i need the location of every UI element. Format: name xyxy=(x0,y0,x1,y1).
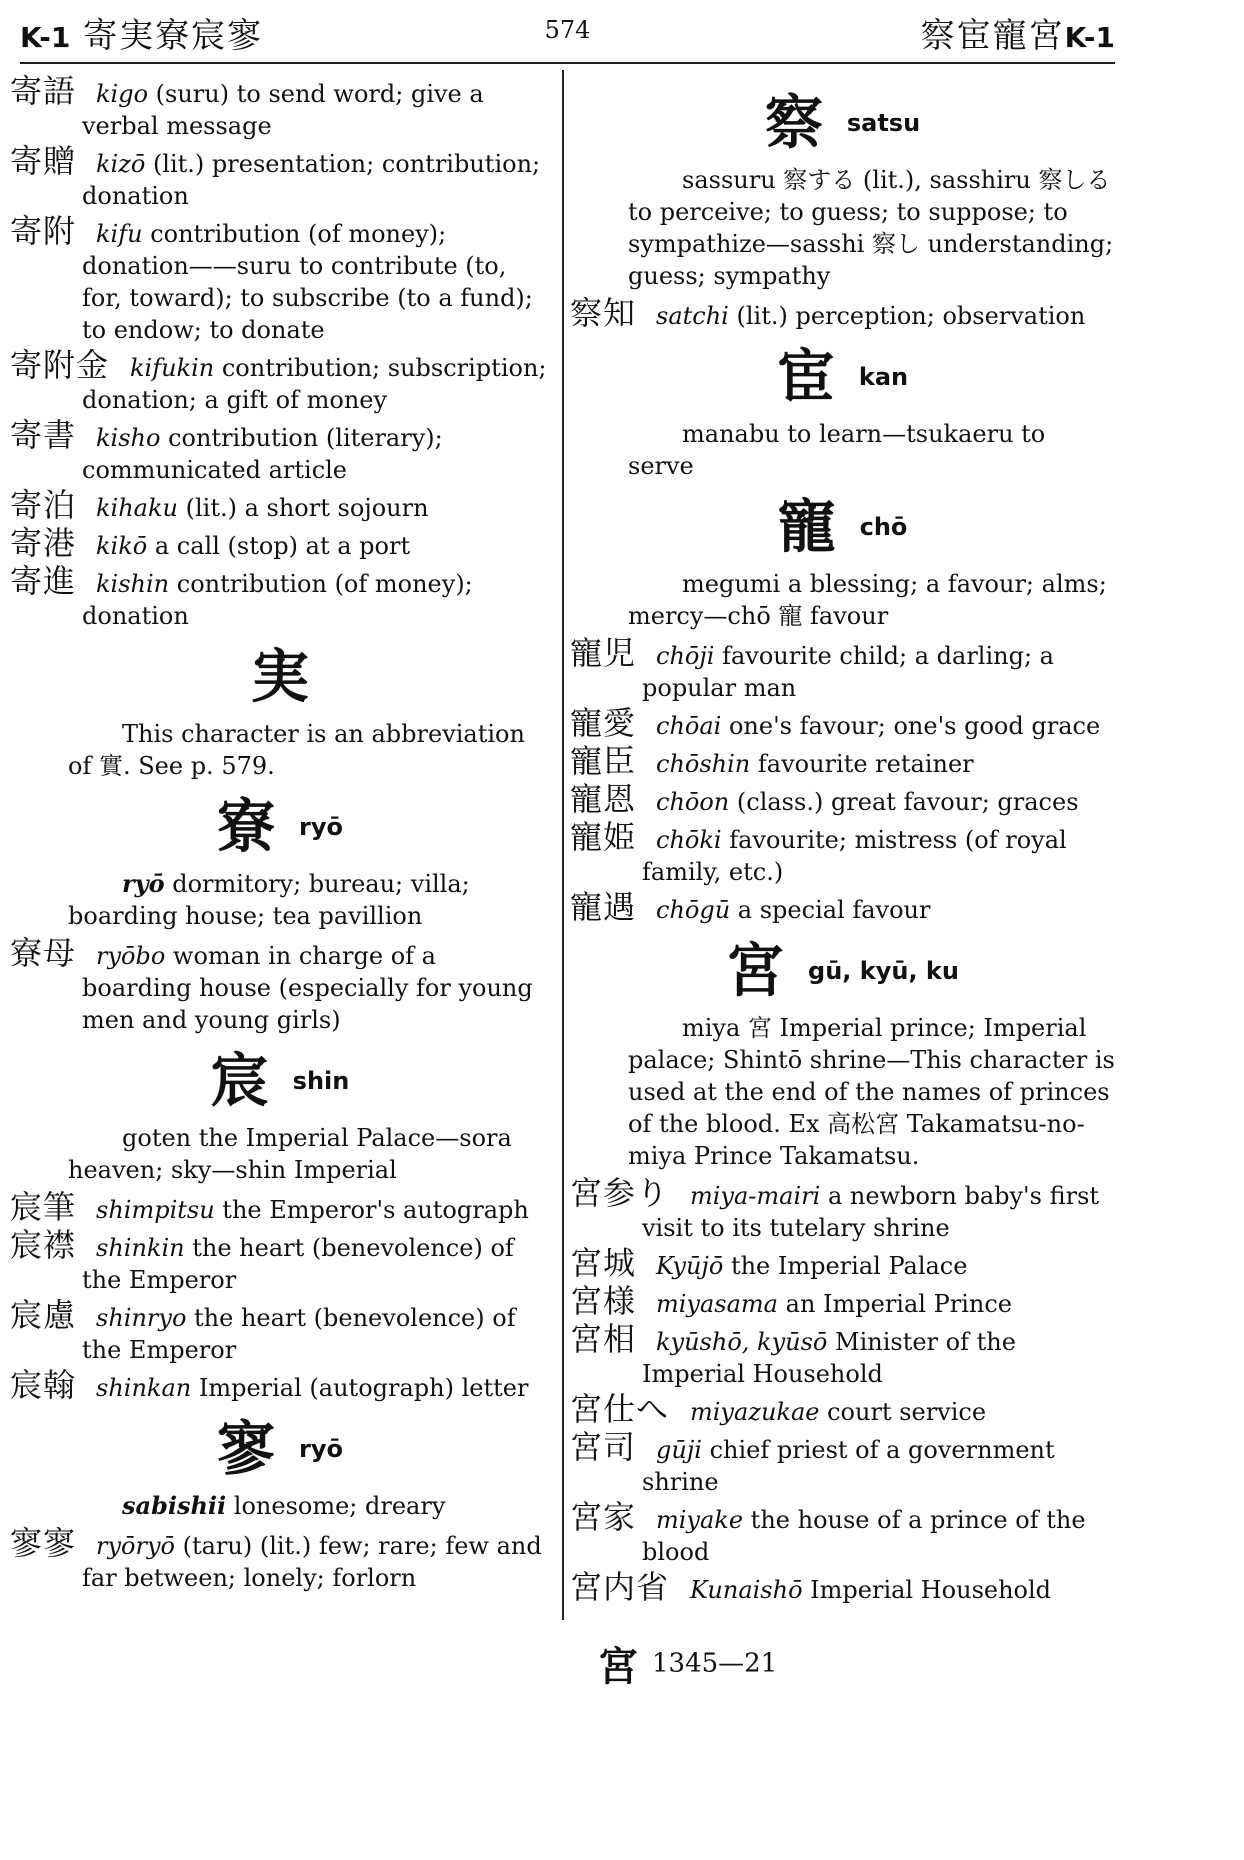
entry-definition: contribution (of money); donation——suru to contribute (to, for, toward); to subscribe (to a fund); to endow; to donate xyxy=(82,220,533,344)
dictionary-entry xyxy=(10,1226,550,1296)
entry-kanji: 宸筆 xyxy=(10,1188,77,1226)
entry-text xyxy=(10,1232,550,1296)
footer-kanji: 宮 xyxy=(598,1644,638,1690)
entry-definition: the heart (benevolence) of the Emperor xyxy=(82,1304,516,1364)
entry-romaji: chōgū xyxy=(656,896,731,924)
entry-kanji: 寥寥 xyxy=(10,1524,77,1562)
entry-kanji: 宮城 xyxy=(570,1244,637,1282)
entry-romaji: gūji xyxy=(656,1436,702,1464)
entry-kanji: 宸襟 xyxy=(10,1226,77,1264)
entry-text xyxy=(570,1504,1115,1568)
entry-definition: woman in charge of a boarding house (especially for young men and young girls) xyxy=(82,942,533,1034)
entries-ki xyxy=(10,72,550,632)
entry-definition: (lit.) a short sojourn xyxy=(177,494,429,522)
heading-reading: shin xyxy=(292,1066,350,1095)
satsu-definition: sassuru 察する (lit.), sasshiru 察しる to perceive; to guess; to suppose; to sympathize—sasshi 察し understanding; guess; sympathy xyxy=(628,166,1114,290)
entry-romaji: chōji xyxy=(656,642,715,670)
entry-definition: favourite retainer xyxy=(750,750,974,778)
entry-text xyxy=(10,1194,550,1226)
heading-reading: kan xyxy=(858,362,909,391)
entry-definition: (suru) to send word; give a verbal message xyxy=(82,80,484,140)
entry-kanji: 寵遇 xyxy=(570,888,637,926)
dictionary-entry xyxy=(10,72,550,142)
entry-definition: a special favour xyxy=(730,896,931,924)
definition-text: dormitory; bureau; villa; boarding house; tea pavillion xyxy=(68,870,470,930)
entry-definition: the Emperor's autograph xyxy=(214,1196,529,1224)
dictionary-entry xyxy=(10,416,550,486)
entry-romaji: Kunaishō xyxy=(690,1576,803,1604)
dictionary-entry xyxy=(570,1498,1115,1568)
entry-romaji: miya-mairi xyxy=(690,1182,821,1210)
dictionary-entry xyxy=(10,524,550,562)
heading-kanji: 寮 xyxy=(217,792,276,861)
kanji-heading-shin xyxy=(10,1046,550,1115)
entry-text xyxy=(570,824,1115,888)
dictionary-entry xyxy=(570,888,1115,926)
shin-definition: goten the Imperial Palace—sora heaven; sky—shin Imperial xyxy=(68,1124,512,1184)
entries-gu xyxy=(570,1174,1115,1606)
entry-romaji: kikō xyxy=(96,532,148,560)
entry-text xyxy=(570,710,1115,742)
entry-definition: one's favour; one's good grace xyxy=(721,712,1101,740)
entry-text xyxy=(10,1530,550,1594)
definition-romaji: sabishii xyxy=(122,1491,227,1520)
entry-definition: chief priest of a government shrine xyxy=(642,1436,1055,1496)
heading-kanji: 宦 xyxy=(776,342,835,411)
entry-romaji: kyūshō, kyūsō xyxy=(656,1328,828,1356)
dictionary-entry xyxy=(570,818,1115,888)
entry-kanji: 寮母 xyxy=(10,934,77,972)
entry-romaji: shimpitsu xyxy=(96,1196,215,1224)
entry-romaji: kifu xyxy=(96,220,143,248)
entry-kanji: 宮家 xyxy=(570,1498,637,1536)
definition-romaji: ryō xyxy=(122,869,165,898)
header-right-kanji: 察宦寵宮 xyxy=(920,16,1065,56)
kanji-heading-satsu xyxy=(570,88,1115,157)
entry-kanji: 宮様 xyxy=(570,1282,637,1320)
dictionary-entry xyxy=(570,294,1115,332)
entry-romaji: chōki xyxy=(656,826,722,854)
kan-definition: manabu to learn—tsukaeru to serve xyxy=(628,420,1046,480)
dictionary-entry xyxy=(10,212,550,346)
entry-romaji: chōshin xyxy=(656,750,751,778)
entry-definition: court service xyxy=(819,1398,987,1426)
entry-romaji: miyake xyxy=(656,1506,744,1534)
page-number: 574 xyxy=(544,16,591,44)
entry-definition: (class.) great favour; graces xyxy=(729,788,1079,816)
entries-satsu xyxy=(570,294,1115,332)
kanji-heading-jitsu xyxy=(10,642,550,711)
entry-kanji: 寄附 xyxy=(10,212,77,250)
entry-definition: an Imperial Prince xyxy=(778,1290,1012,1318)
entries-ryo xyxy=(10,934,550,1036)
entry-text xyxy=(10,1302,550,1366)
dictionary-entry xyxy=(570,634,1115,704)
dictionary-entry xyxy=(570,1320,1115,1390)
dictionary-entry xyxy=(570,704,1115,742)
header-right-code: K-1 xyxy=(1064,21,1115,54)
dictionary-entry xyxy=(570,742,1115,780)
definition-text: lonesome; dreary xyxy=(226,1492,446,1520)
entry-definition: contribution; subscription; donation; a gift of money xyxy=(82,354,547,414)
heading-reading: satsu xyxy=(846,108,921,137)
entry-romaji: kizō xyxy=(96,150,146,178)
heading-reading: gū, kyū, ku xyxy=(808,956,959,985)
entry-text xyxy=(570,1434,1115,1498)
entry-kanji: 寄泊 xyxy=(10,486,77,524)
entries-cho xyxy=(570,634,1115,926)
entry-kanji: 宮司 xyxy=(570,1428,637,1466)
header-rule xyxy=(20,62,1115,64)
entry-text xyxy=(570,748,1115,780)
page-header xyxy=(20,8,1115,56)
dictionary-entry xyxy=(10,1524,550,1594)
entry-kanji: 寄港 xyxy=(10,524,77,562)
entry-text xyxy=(570,1250,1115,1282)
entry-definition: contribution (of money); donation xyxy=(82,570,473,630)
header-left-code: K-1 xyxy=(20,21,71,54)
entry-kanji: 宮参り xyxy=(570,1174,670,1212)
heading-reading: ryō xyxy=(299,1434,343,1463)
entry-text xyxy=(10,1372,550,1404)
entry-kanji: 寄贈 xyxy=(10,142,77,180)
ryo-definition xyxy=(10,868,550,932)
entry-definition: (lit.) presentation; contribution; donation xyxy=(82,150,541,210)
left-column xyxy=(10,72,550,1600)
entry-romaji: ryōbo xyxy=(96,942,166,970)
heading-reading: ryō xyxy=(299,812,343,841)
entry-kanji: 寵姫 xyxy=(570,818,637,856)
entry-kanji: 宸慮 xyxy=(10,1296,77,1334)
entry-romaji: chōai xyxy=(656,712,722,740)
dictionary-entry xyxy=(10,1366,550,1404)
entry-text xyxy=(570,1326,1115,1390)
kanji-heading-ryo-2 xyxy=(10,1414,550,1483)
entry-romaji: kigo xyxy=(96,80,149,108)
footer-number: 1345—21 xyxy=(652,1648,778,1679)
entry-kanji: 寵愛 xyxy=(570,704,637,742)
heading-kanji: 寥 xyxy=(217,1414,276,1483)
entry-kanji: 寵恩 xyxy=(570,780,637,818)
heading-kanji: 宮 xyxy=(726,936,785,1005)
entry-kanji: 察知 xyxy=(570,294,637,332)
dictionary-entry xyxy=(570,780,1115,818)
entry-definition: the heart (benevolence) of the Emperor xyxy=(82,1234,514,1294)
entries-shin xyxy=(10,1188,550,1404)
entry-definition: a call (stop) at a port xyxy=(147,532,411,560)
entry-kanji: 宮相 xyxy=(570,1320,637,1358)
entry-kanji: 寄附金 xyxy=(10,346,110,384)
entries-ryo-2 xyxy=(10,1524,550,1594)
entry-text xyxy=(10,148,550,212)
right-column xyxy=(570,78,1115,1612)
entry-romaji: shinkin xyxy=(96,1234,185,1262)
heading-kanji: 寵 xyxy=(777,492,836,561)
entry-romaji: kisho xyxy=(96,424,161,452)
kanji-heading-kan xyxy=(570,342,1115,411)
kanji-heading-cho xyxy=(570,492,1115,561)
entry-definition: Imperial Household xyxy=(802,1576,1052,1604)
entry-kanji: 宮仕へ xyxy=(570,1390,670,1428)
entry-kanji: 寄書 xyxy=(10,416,77,454)
entry-definition: favourite child; a darling; a popular man xyxy=(642,642,1054,702)
entry-definition: Imperial (autograph) letter xyxy=(191,1374,529,1402)
heading-kanji: 宸 xyxy=(210,1046,269,1115)
dictionary-entry xyxy=(10,1188,550,1226)
entry-text xyxy=(570,786,1115,818)
header-right xyxy=(921,8,1115,57)
dictionary-entry xyxy=(570,1390,1115,1428)
entry-text xyxy=(10,940,550,1036)
entry-kanji: 宮内省 xyxy=(570,1568,670,1606)
entry-romaji: kihaku xyxy=(96,494,178,522)
entry-kanji: 寄語 xyxy=(10,72,77,110)
entry-text xyxy=(10,568,550,632)
entry-romaji: miyazukae xyxy=(690,1398,820,1426)
dictionary-entry xyxy=(10,562,550,632)
entry-text xyxy=(10,422,550,486)
dictionary-entry xyxy=(570,1428,1115,1498)
cho-definition: megumi a blessing; a favour; alms; mercy—chō 寵 favour xyxy=(628,570,1107,630)
entry-definition: (lit.) perception; observation xyxy=(728,302,1086,330)
entry-romaji: ryōryō xyxy=(96,1532,175,1560)
header-left-kanji: 寄実寮宸寥 xyxy=(83,16,264,56)
entry-definition: contribution (literary); communicated article xyxy=(82,424,443,484)
dictionary-entry xyxy=(10,486,550,524)
entry-text xyxy=(10,218,550,346)
entry-kanji: 宸翰 xyxy=(10,1366,77,1404)
dictionary-entry xyxy=(10,142,550,212)
heading-kanji: 察 xyxy=(764,88,823,157)
entry-definition: the house of a prince of the blood xyxy=(642,1506,1086,1566)
entry-definition: the Imperial Palace xyxy=(723,1252,968,1280)
entry-text xyxy=(570,1288,1115,1320)
dictionary-entry xyxy=(10,934,550,1036)
entry-definition: favourite; mistress (of royal family, etc.) xyxy=(642,826,1067,886)
column-divider xyxy=(562,70,564,1620)
page-footer xyxy=(598,1635,777,1692)
ryo-2-definition xyxy=(10,1490,550,1522)
entry-romaji: kifukin xyxy=(130,354,215,382)
kanji-heading-gu xyxy=(570,936,1115,1005)
entry-text xyxy=(10,530,550,562)
entry-romaji: chōon xyxy=(656,788,730,816)
entry-definition: (taru) (lit.) few; rare; few and far between; lonely; forlorn xyxy=(82,1532,542,1592)
entry-definition: Minister of the Imperial Household xyxy=(642,1328,1016,1388)
heading-kanji: 実 xyxy=(250,642,309,711)
entry-romaji: Kyūjō xyxy=(656,1252,724,1280)
dictionary-entry xyxy=(10,346,550,416)
kanji-heading-ryo xyxy=(10,792,550,861)
entry-kanji: 寵臣 xyxy=(570,742,637,780)
entry-romaji: shinkan xyxy=(96,1374,192,1402)
entry-definition: a newborn baby's first visit to its tutelary shrine xyxy=(642,1182,1100,1242)
entry-romaji: miyasama xyxy=(656,1290,778,1318)
heading-reading: chō xyxy=(859,512,908,541)
entry-kanji: 寄進 xyxy=(10,562,77,600)
entry-romaji: satchi xyxy=(656,302,729,330)
entry-text xyxy=(570,894,1115,926)
entry-text xyxy=(10,78,550,142)
dictionary-entry xyxy=(570,1282,1115,1320)
entry-kanji: 寵児 xyxy=(570,634,637,672)
entry-romaji: kishin xyxy=(96,570,170,598)
dictionary-entry xyxy=(570,1568,1115,1606)
jitsu-note: This character is an abbreviation of 實. See p. 579. xyxy=(68,720,525,780)
gu-definition: miya 宮 Imperial prince; Imperial palace; Shintō shrine—This character is used at the end of the names of princes of the blood. Ex 高松宮 Takamatsu-no-miya Prince Takamatsu. xyxy=(628,1014,1115,1170)
entry-romaji: shinryo xyxy=(96,1304,187,1332)
entry-text xyxy=(570,300,1115,332)
dictionary-entry xyxy=(570,1244,1115,1282)
dictionary-entry xyxy=(570,1174,1115,1244)
entry-text xyxy=(10,492,550,524)
dictionary-entry xyxy=(10,1296,550,1366)
entry-text xyxy=(570,640,1115,704)
